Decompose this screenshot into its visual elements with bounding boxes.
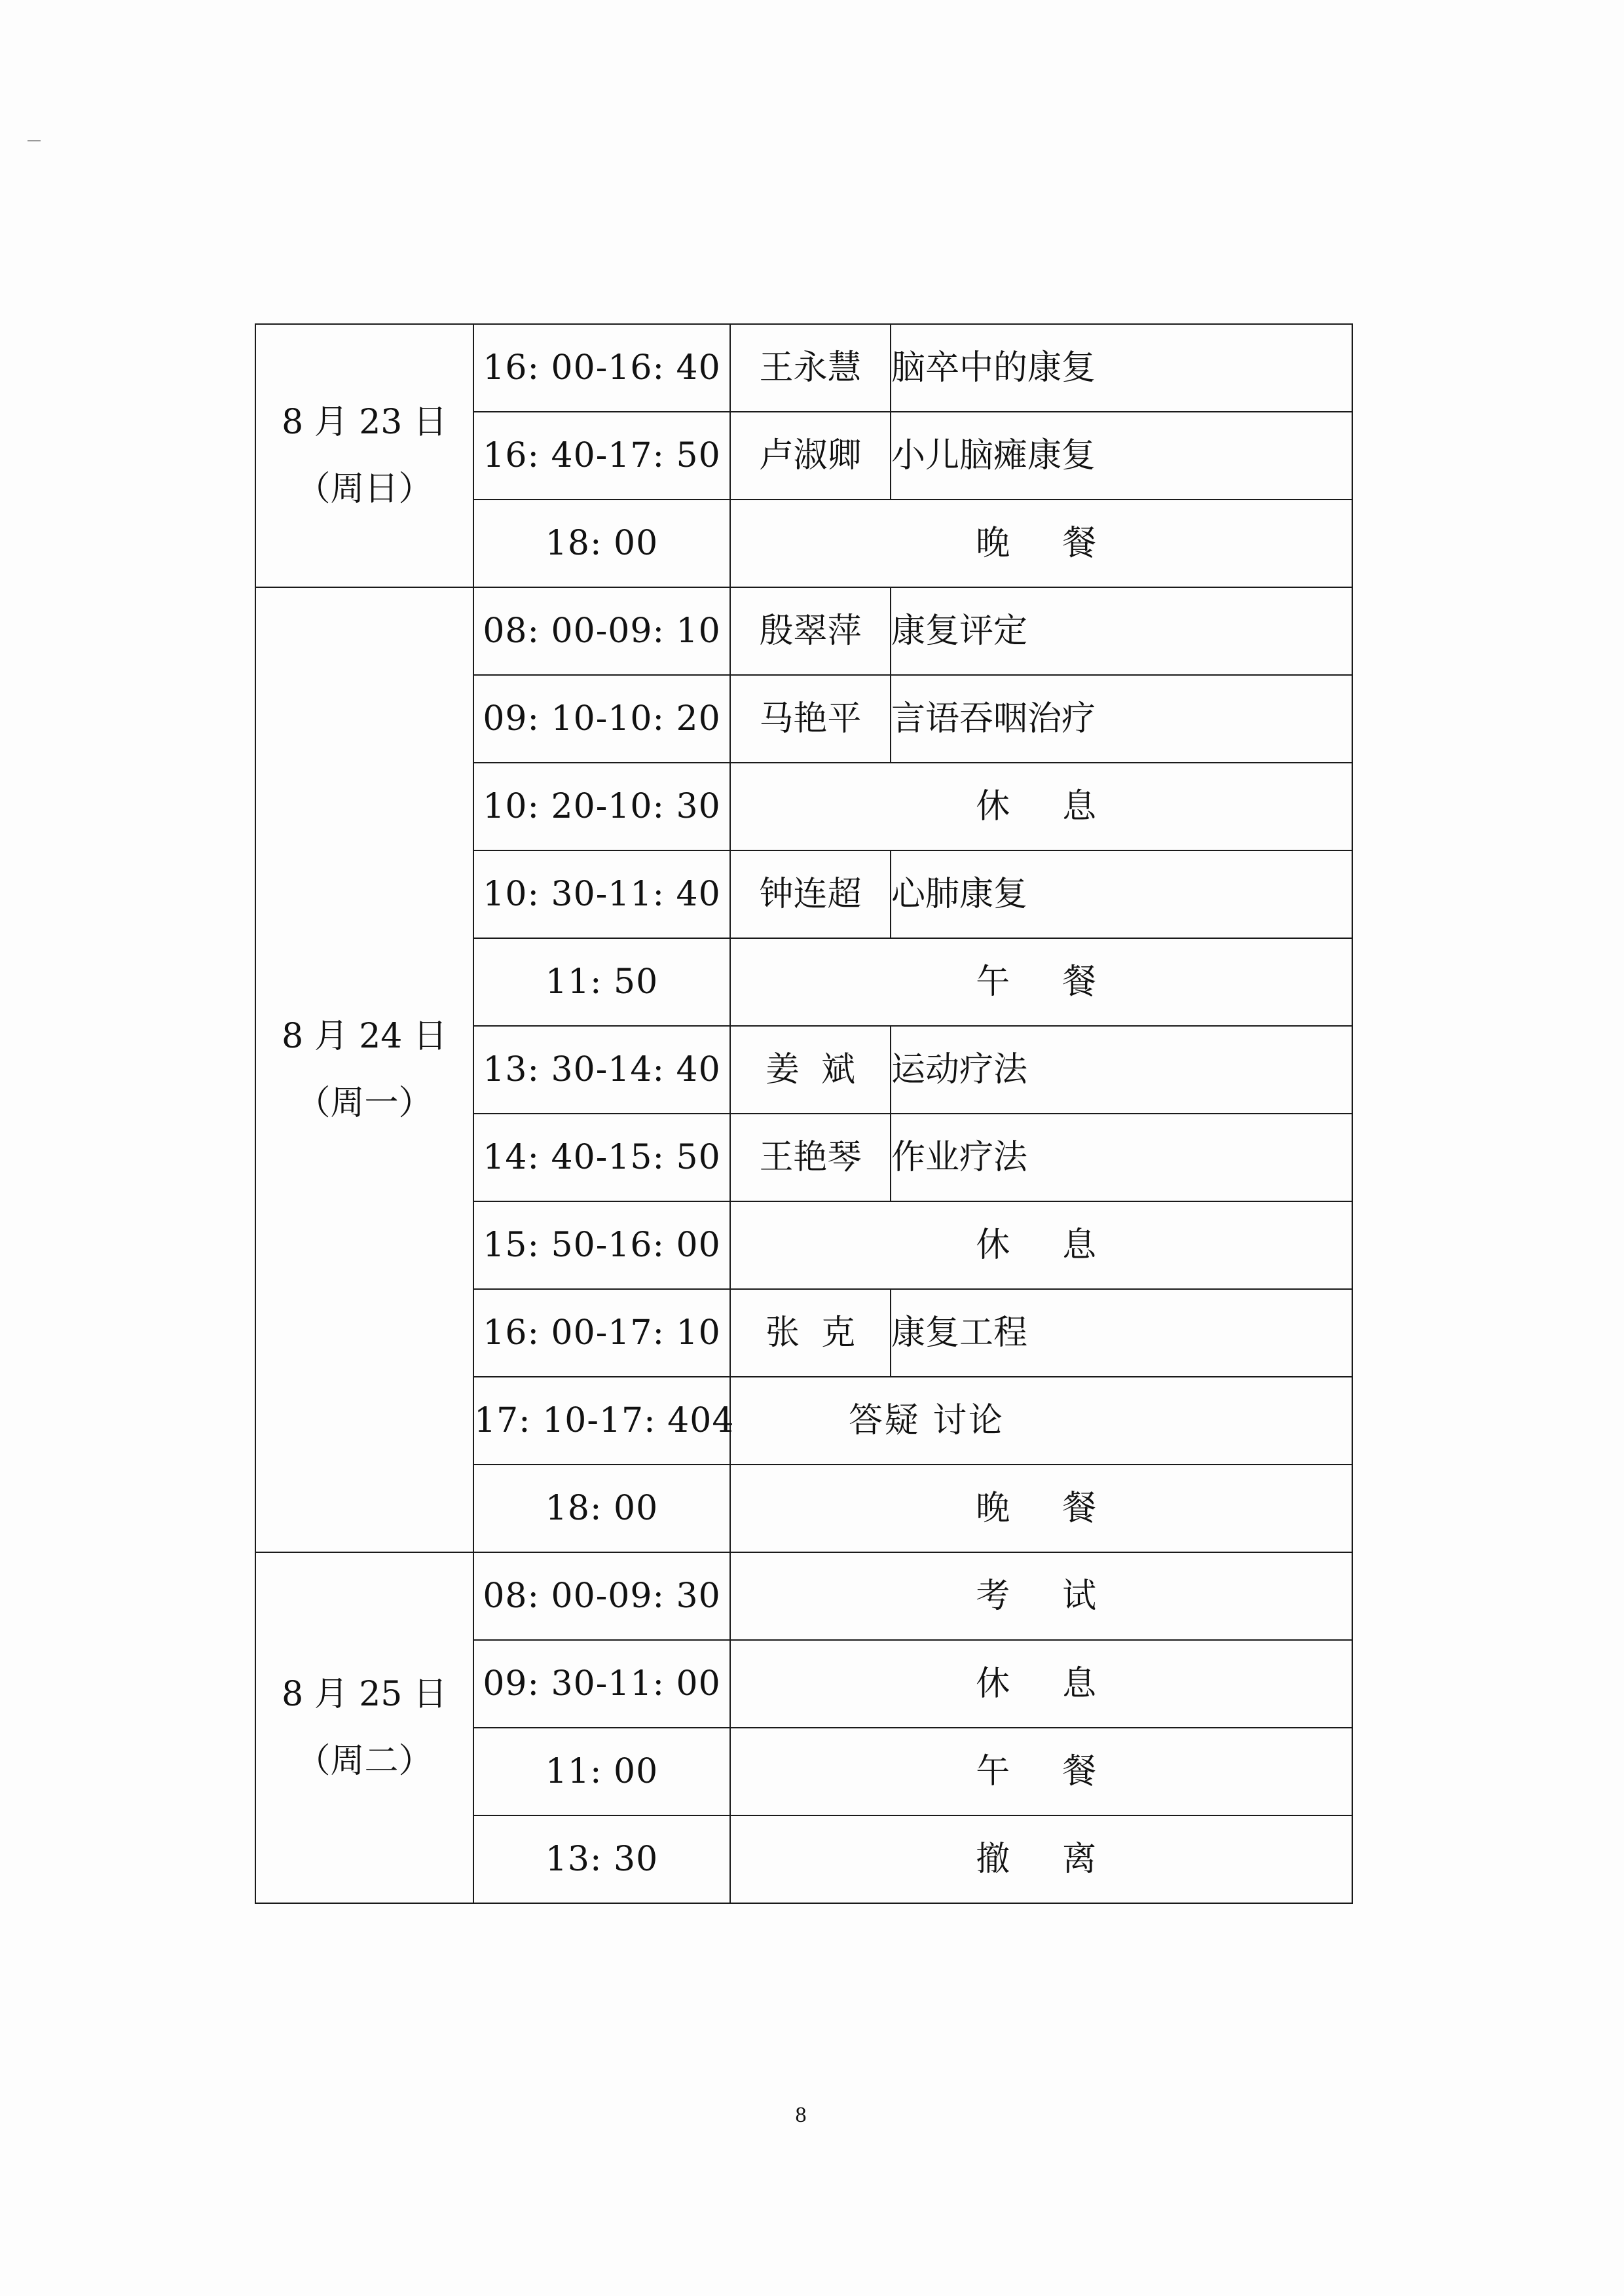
speaker-cell: 张 克: [730, 1289, 891, 1377]
topic-cell: 康复工程: [891, 1289, 1352, 1377]
speaker-cell: 殷翠萍: [730, 587, 891, 675]
time-cell: 10: 20-10: 30: [473, 763, 730, 850]
topic-cell: 言语吞咽治疗: [891, 675, 1352, 763]
weekday-label: （周一）: [296, 1084, 433, 1123]
weekday-label: （周二）: [296, 1741, 433, 1781]
event-cell: 答疑 讨论: [730, 1377, 1352, 1465]
time-cell: 08: 00-09: 30: [473, 1552, 730, 1640]
speaker-cell: 王永慧: [730, 324, 891, 412]
speaker-cell: 姜 斌: [730, 1026, 891, 1114]
speaker-cell: 钟连超: [730, 850, 891, 938]
topic-cell: 心肺康复: [891, 850, 1352, 938]
time-cell: 11: 50: [473, 938, 730, 1026]
table-row: [255, 587, 1352, 675]
event-cell: 休 息: [730, 1640, 1352, 1728]
topic-cell: 作业疗法: [891, 1114, 1352, 1201]
speaker-cell: 马艳平: [730, 675, 891, 763]
time-cell: 11: 00: [473, 1728, 730, 1815]
date-label: 8 月 25 日: [282, 1674, 447, 1714]
page-number: 8: [795, 2103, 807, 2127]
event-cell: 考 试: [730, 1552, 1352, 1640]
date-label: 8 月 23 日: [282, 402, 447, 442]
scan-mark: [28, 140, 41, 141]
topic-cell: 小儿脑瘫康复: [891, 412, 1352, 500]
topic-cell: 运动疗法: [891, 1026, 1352, 1114]
event-cell: 午 餐: [730, 1728, 1352, 1815]
topic-cell: 脑卒中的康复: [891, 324, 1352, 412]
event-cell: 休 息: [730, 763, 1352, 850]
time-cell: 09: 30-11: 00: [473, 1640, 730, 1728]
time-cell: 18: 00: [473, 500, 730, 587]
date-label: 8 月 24 日: [282, 1016, 447, 1056]
time-cell: 13: 30-14: 40: [473, 1026, 730, 1114]
date-cell: [255, 587, 473, 1552]
event-cell: 晚 餐: [730, 500, 1352, 587]
time-cell: 16: 00-16: 40: [473, 324, 730, 412]
date-cell: [255, 1552, 473, 1903]
time-cell: 13: 30: [473, 1815, 730, 1903]
topic-cell: 康复评定: [891, 587, 1352, 675]
time-cell: 15: 50-16: 00: [473, 1201, 730, 1289]
weekday-label: （周日）: [296, 469, 433, 509]
table-row: [255, 324, 1352, 412]
event-cell: 撤 离: [730, 1815, 1352, 1903]
event-cell: 午 餐: [730, 938, 1352, 1026]
event-cell: 晚 餐: [730, 1465, 1352, 1552]
time-cell: 09: 10-10: 20: [473, 675, 730, 763]
event-cell: 休 息: [730, 1201, 1352, 1289]
time-cell: 16: 40-17: 50: [473, 412, 730, 500]
time-cell: 17: 10-17: 404: [473, 1377, 730, 1465]
time-cell: 08: 00-09: 10: [473, 587, 730, 675]
date-cell: [255, 324, 473, 587]
time-cell: 14: 40-15: 50: [473, 1114, 730, 1201]
time-cell: 10: 30-11: 40: [473, 850, 730, 938]
time-cell: 16: 00-17: 10: [473, 1289, 730, 1377]
speaker-cell: 卢淑卿: [730, 412, 891, 500]
table-row: [255, 1552, 1352, 1640]
speaker-cell: 王艳琴: [730, 1114, 891, 1201]
time-cell: 18: 00: [473, 1465, 730, 1552]
schedule-table: [255, 323, 1353, 1904]
